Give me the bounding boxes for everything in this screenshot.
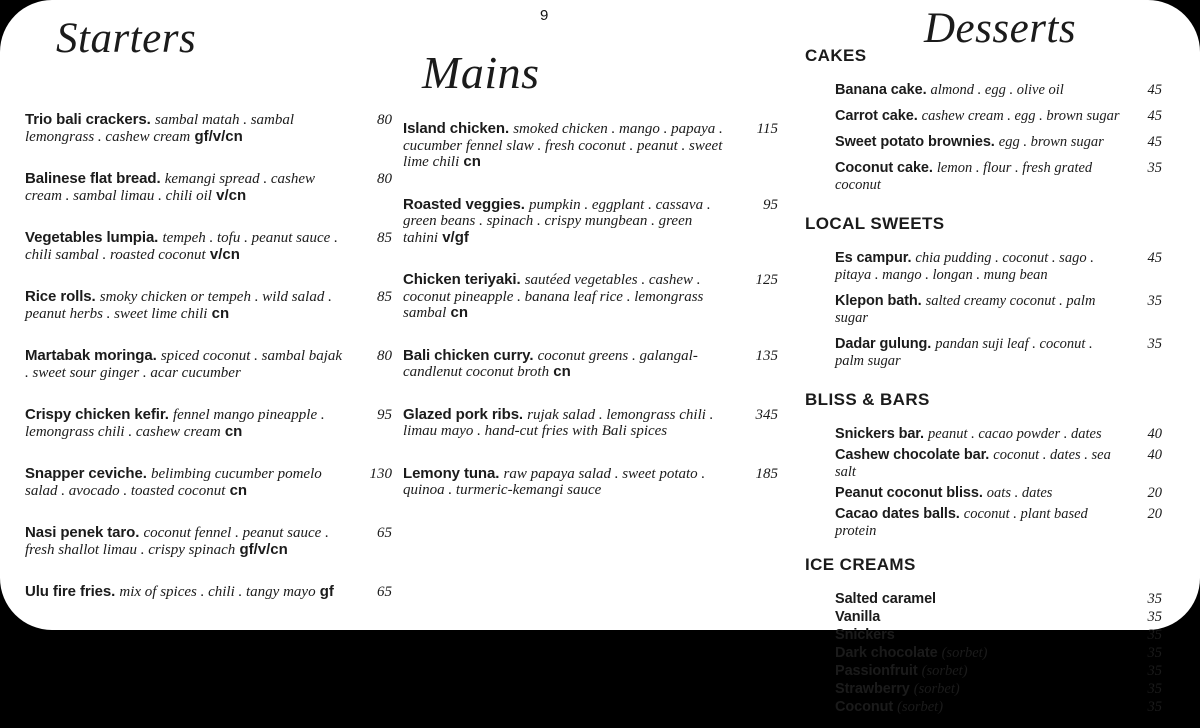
item-text xyxy=(403,348,725,381)
item-price: 130 xyxy=(369,466,392,482)
item-text xyxy=(835,591,1120,608)
item-text xyxy=(835,336,1120,370)
item-diet-tags: cn xyxy=(211,304,230,322)
item-price: 85 xyxy=(377,289,392,305)
item-name: Ulu fire fries. xyxy=(25,583,116,600)
item-text xyxy=(403,272,725,322)
item-text xyxy=(25,289,347,322)
item-price: 80 xyxy=(377,171,392,187)
desserts-section-bliss-bars xyxy=(805,390,1162,545)
item-price: 35 xyxy=(1147,609,1162,625)
menu-item-snapper-ceviche xyxy=(25,466,392,499)
item-text xyxy=(403,197,725,247)
menu-item-coconut-cake xyxy=(835,160,1162,194)
menu-item-chicken-teriyaki xyxy=(403,272,778,322)
item-name: Glazed pork ribs. xyxy=(403,405,523,423)
item-price: 20 xyxy=(1147,506,1162,522)
menu-item-klepon-bath xyxy=(835,293,1162,327)
section-title: ICE CREAMS xyxy=(805,555,916,574)
item-description: peanut . cacao powder . dates xyxy=(928,426,1102,442)
menu-item-vanilla xyxy=(835,609,1162,626)
mains-column xyxy=(403,121,778,525)
item-text xyxy=(835,426,1120,443)
item-name: Klepon bath. xyxy=(835,293,922,309)
item-diet-tags: v/cn xyxy=(209,245,240,263)
desserts-title: Desserts xyxy=(924,5,1077,52)
menu-item-sweet-potato-brownies xyxy=(835,134,1162,151)
item-text xyxy=(25,171,347,204)
item-description: coconut . plant based protein xyxy=(835,506,1088,539)
item-diet-tags: gf/v/cn xyxy=(239,540,288,558)
item-text xyxy=(835,609,1120,626)
item-text xyxy=(835,645,1120,662)
item-price: 135 xyxy=(755,347,778,364)
menu-item-nasi-penek-taro xyxy=(25,525,392,558)
menu-item-roasted-veggies xyxy=(403,197,778,247)
item-price: 45 xyxy=(1147,108,1162,124)
item-description: pandan suji leaf . coconut . palm sugar xyxy=(835,336,1093,369)
item-text xyxy=(25,525,347,558)
item-name: Coconut cake. xyxy=(835,160,933,176)
menu-item-martabak-moringa xyxy=(25,348,392,381)
section-title: LOCAL SWEETS xyxy=(805,214,945,233)
menu-item-glazed-pork-ribs xyxy=(403,407,778,440)
starters-column xyxy=(25,112,392,627)
item-name: Peanut coconut bliss. xyxy=(835,485,983,501)
desserts-column xyxy=(805,46,1162,728)
item-text xyxy=(25,112,347,145)
item-description: smoked chicken . mango . papaya . cucumber fennel slaw . fresh coconut . peanut . sweet lime chili xyxy=(403,121,723,170)
item-name: Bali chicken curry. xyxy=(403,346,534,364)
item-price: 35 xyxy=(1147,645,1162,661)
item-name: Sweet potato brownies. xyxy=(835,134,995,150)
item-description: pumpkin . eggplant . cassava . green beans . spinach . crispy mungbean . green tahini xyxy=(403,196,711,246)
starters-title: Starters xyxy=(56,15,197,62)
menu-item-snickers-ice-cream xyxy=(835,627,1162,644)
item-text xyxy=(835,681,1120,698)
desserts-section-cakes xyxy=(805,46,1162,204)
item-description: lemon . flour . fresh grated coconut xyxy=(835,160,1093,193)
item-name: Coconut xyxy=(835,699,894,715)
item-description: raw papaya salad . sweet potato . quinoa . turmeric-kemangi sauce xyxy=(403,465,706,498)
item-text xyxy=(25,466,347,499)
item-price: 80 xyxy=(377,348,392,364)
menu-item-vegetables-lumpia xyxy=(25,230,392,263)
item-name: Snapper ceviche. xyxy=(25,465,147,482)
item-price: 35 xyxy=(1147,681,1162,697)
menu-item-salted-caramel xyxy=(835,591,1162,608)
item-name: Island chicken. xyxy=(403,120,510,137)
menu-item-strawberry-sorbet xyxy=(835,681,1162,698)
item-text xyxy=(835,485,1120,502)
menu-item-balinese-flat-bread xyxy=(25,171,392,204)
menu-item-banana-cake xyxy=(835,82,1162,99)
item-name: Snickers xyxy=(835,627,895,643)
item-diet-tags: cn xyxy=(553,363,571,380)
item-price: 185 xyxy=(755,465,778,482)
page-number: 9 xyxy=(540,7,549,24)
item-name: Vanilla xyxy=(835,609,881,625)
section-items xyxy=(805,82,1162,194)
menu-item-passionfruit-sorbet xyxy=(835,663,1162,680)
menu-item-trio-bali-crackers xyxy=(25,112,392,145)
menu-item-cacao-dates-balls xyxy=(835,506,1162,540)
item-text xyxy=(835,447,1120,481)
menu-item-coconut-sorbet xyxy=(835,699,1162,716)
item-text xyxy=(835,250,1120,284)
item-description: almond . egg . olive oil xyxy=(930,82,1064,98)
item-diet-tags: cn xyxy=(463,153,481,170)
menu-item-ulu-fire-fries xyxy=(25,584,392,601)
item-price: 40 xyxy=(1147,447,1162,463)
menu-item-cashew-chocolate-bar xyxy=(835,447,1162,481)
item-description: tempeh . tofu . peanut sauce . chili sambal . roasted coconut xyxy=(25,230,338,263)
item-name: Carrot cake. xyxy=(835,108,918,124)
item-text xyxy=(25,584,347,601)
item-description: belimbing cucumber pomelo salad . avocado . toasted coconut xyxy=(25,466,322,499)
item-description: fennel mango pineapple . lemongrass chili . cashew cream xyxy=(25,407,325,440)
item-price: 45 xyxy=(1147,82,1162,98)
item-name: Cashew chocolate bar. xyxy=(835,447,990,463)
item-price: 35 xyxy=(1147,160,1162,176)
menu-item-peanut-coconut-bliss xyxy=(835,485,1162,502)
item-diet-tags: cn xyxy=(224,422,243,440)
item-price: 65 xyxy=(377,525,392,541)
item-name: Banana cake. xyxy=(835,82,927,98)
menu-item-es-campur xyxy=(835,250,1162,284)
item-name: Dadar gulung. xyxy=(835,336,932,352)
item-diet-tags: gf xyxy=(319,583,334,600)
item-note: (sorbet) xyxy=(941,645,988,661)
item-text xyxy=(835,506,1120,540)
item-diet-tags: cn xyxy=(450,304,469,321)
item-description: spiced coconut . sambal bajak . sweet sour ginger . acar cucumber xyxy=(25,348,343,381)
item-name: Martabak moringa. xyxy=(25,347,157,364)
item-description: salted creamy coconut . palm sugar xyxy=(835,293,1096,326)
section-title: CAKES xyxy=(805,46,867,65)
item-text xyxy=(835,293,1120,327)
item-description: mix of spices . chili . tangy mayo xyxy=(119,584,316,600)
item-price: 35 xyxy=(1147,336,1162,352)
item-name: Strawberry xyxy=(835,681,910,697)
item-name: Passionfruit xyxy=(835,663,918,679)
item-name: Snickers bar. xyxy=(835,426,924,442)
menu-item-bali-chicken-curry xyxy=(403,348,778,381)
item-note: (sorbet) xyxy=(897,699,944,715)
item-name: Roasted veggies. xyxy=(403,195,525,213)
item-text xyxy=(403,407,725,440)
item-name: Lemony tuna. xyxy=(403,464,500,482)
menu-item-dark-chocolate-sorbet xyxy=(835,645,1162,662)
item-name: Vegetables lumpia. xyxy=(25,229,159,246)
item-name: Dark chocolate xyxy=(835,645,938,661)
item-name: Salted caramel xyxy=(835,591,936,607)
mains-title: Mains xyxy=(422,47,540,98)
item-description: cashew cream . egg . brown sugar xyxy=(921,108,1120,124)
section-items xyxy=(805,250,1162,370)
item-price: 35 xyxy=(1147,591,1162,607)
item-price: 85 xyxy=(377,230,392,246)
menu-item-lemony-tuna xyxy=(403,466,778,499)
item-price: 80 xyxy=(377,112,392,128)
item-text xyxy=(835,699,1120,716)
item-description: coconut greens . galangal-candlenut coconut broth xyxy=(403,347,698,380)
item-name: Es campur. xyxy=(835,250,912,266)
item-text xyxy=(835,627,1120,644)
item-diet-tags: v/cn xyxy=(216,186,247,204)
item-text xyxy=(835,134,1120,151)
item-diet-tags: v/gf xyxy=(442,228,469,246)
item-note: (sorbet) xyxy=(913,681,960,697)
item-price: 20 xyxy=(1147,485,1162,501)
menu-item-carrot-cake xyxy=(835,108,1162,125)
item-note: (sorbet) xyxy=(921,663,968,679)
item-description: kemangi spread . cashew cream . sambal limau . chili oil xyxy=(25,171,315,204)
menu-item-dadar-gulung xyxy=(835,336,1162,370)
item-price: 95 xyxy=(377,407,392,423)
menu-item-island-chicken xyxy=(403,121,778,171)
item-name: Balinese flat bread. xyxy=(25,170,161,187)
item-diet-tags: cn xyxy=(229,481,248,499)
item-price: 40 xyxy=(1147,426,1162,442)
item-text xyxy=(25,230,347,263)
item-text xyxy=(403,121,725,171)
desserts-section-ice-creams xyxy=(805,555,1162,718)
item-description: egg . brown sugar xyxy=(998,134,1104,150)
menu-item-snickers-bar xyxy=(835,426,1162,443)
item-price: 35 xyxy=(1147,699,1162,715)
item-price: 45 xyxy=(1147,250,1162,266)
item-name: Nasi penek taro. xyxy=(25,524,140,541)
item-price: 115 xyxy=(756,121,778,137)
menu-item-rice-rolls xyxy=(25,289,392,322)
item-price: 45 xyxy=(1147,134,1162,150)
item-text xyxy=(25,407,347,440)
item-text xyxy=(25,348,347,381)
item-description: oats . dates xyxy=(986,485,1053,501)
item-name: Trio bali crackers. xyxy=(25,111,151,128)
item-description: coconut . dates . sea salt xyxy=(835,447,1111,480)
item-price: 95 xyxy=(763,196,778,213)
desserts-section-local-sweets xyxy=(805,214,1162,380)
menu-item-crispy-chicken-kefir xyxy=(25,407,392,440)
item-description: smoky chicken or tempeh . wild salad . peanut herbs . sweet lime chili xyxy=(25,289,332,322)
item-price: 35 xyxy=(1147,293,1162,309)
item-price: 345 xyxy=(755,406,778,423)
section-title: BLISS & BARS xyxy=(805,390,930,409)
item-text xyxy=(835,160,1120,194)
item-description: chia pudding . coconut . sago . pitaya . mango . longan . mung bean xyxy=(835,250,1094,283)
item-description: sautéed vegetables . cashew . coconut pineapple . banana leaf rice . lemongrass sambal xyxy=(403,272,704,321)
section-items xyxy=(805,591,1162,716)
item-name: Crispy chicken kefir. xyxy=(25,406,169,423)
item-text xyxy=(835,82,1120,99)
item-price: 35 xyxy=(1147,663,1162,679)
section-items xyxy=(805,426,1162,540)
item-name: Rice rolls. xyxy=(25,288,96,305)
item-text xyxy=(403,466,725,499)
item-text xyxy=(835,108,1120,125)
item-name: Chicken teriyaki. xyxy=(403,271,521,288)
item-description: rujak salad . lemongrass chili . limau mayo . hand-cut fries with Bali spices xyxy=(403,406,714,439)
item-price: 35 xyxy=(1147,627,1162,643)
item-text xyxy=(835,663,1120,680)
item-description: sambal matah . sambal lemongrass . cashew cream xyxy=(25,112,295,145)
item-price: 125 xyxy=(755,272,778,288)
item-description: coconut fennel . peanut sauce . fresh shallot limau . crispy spinach xyxy=(25,525,329,558)
item-name: Cacao dates balls. xyxy=(835,506,960,522)
item-diet-tags: gf/v/cn xyxy=(194,127,243,145)
item-price: 65 xyxy=(377,584,392,600)
